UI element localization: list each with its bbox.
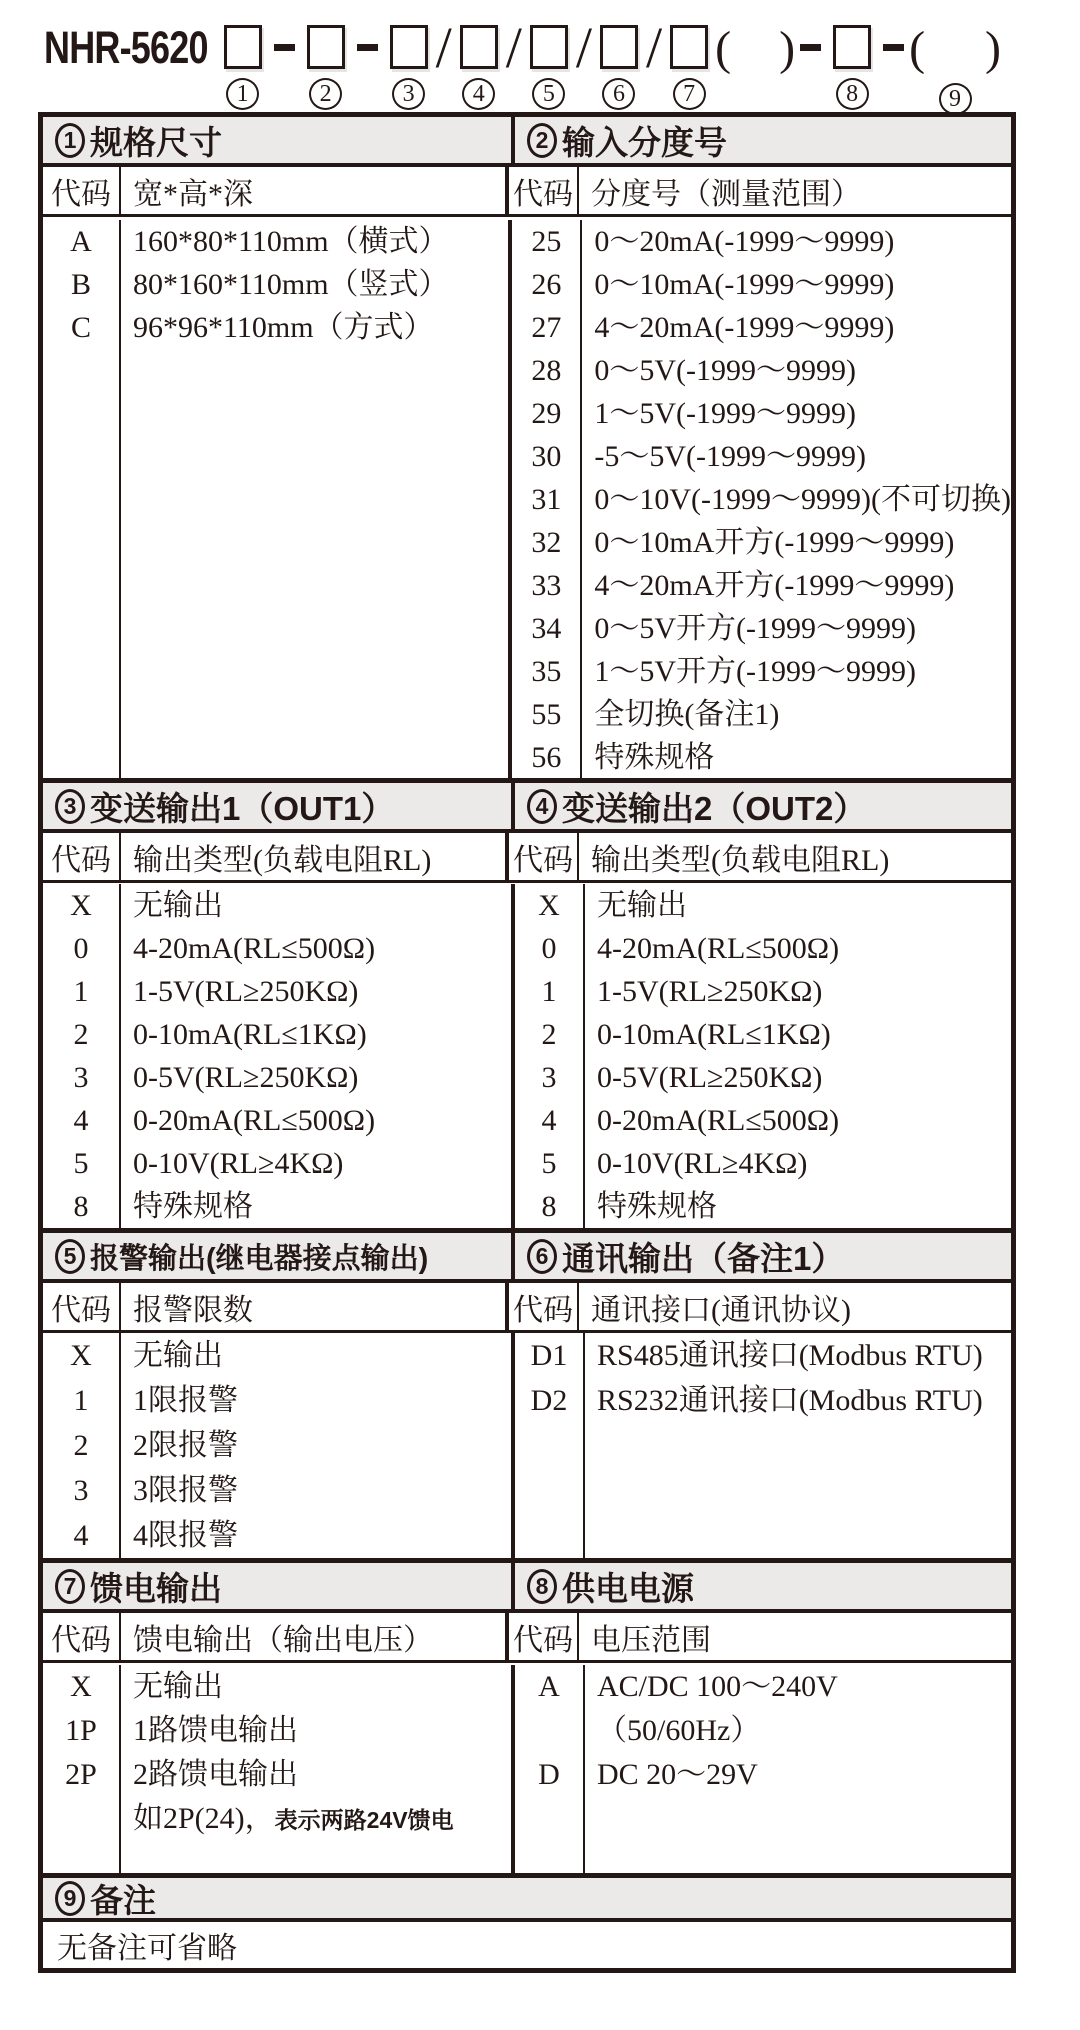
desc-column-header: 通讯接口(通讯协议) <box>591 1293 851 1327</box>
model-segment <box>300 24 352 112</box>
section-body <box>43 1333 1011 1558</box>
section-number-icon: 2 <box>527 123 557 158</box>
model-segment-glyph: NHR-5620 <box>44 22 208 73</box>
circled-number-slot <box>309 78 342 112</box>
section-number-icon: 1 <box>55 123 85 158</box>
model-segment-glyph: / <box>575 15 592 80</box>
row-code: 5 <box>541 1147 557 1180</box>
notes-text: 无备注可省略 <box>57 1932 237 1965</box>
row-desc: 特殊规格 <box>597 1190 717 1223</box>
circled-number: 6 <box>602 78 635 110</box>
row-code: 29 <box>531 397 562 430</box>
model-segment <box>593 24 645 112</box>
desc-column-header: 分度号（测量范围） <box>591 177 861 211</box>
row-desc: 0-10V(RL≥4KΩ) <box>133 1147 344 1180</box>
code-column-header: 代码 <box>43 167 121 214</box>
row-code <box>43 1797 119 1841</box>
circled-number-slot <box>602 78 635 112</box>
section-header-input-range <box>515 117 1011 163</box>
section-title: 通讯输出（备注1） <box>562 1239 845 1277</box>
row-desc: 特殊规格 <box>133 1190 253 1223</box>
row-code: 2 <box>541 1018 557 1051</box>
row-desc: 0～10mA开方(-1999～9999) <box>594 526 955 559</box>
row-code: 55 <box>531 698 562 731</box>
row-desc: 4-20mA(RL≤500Ω) <box>133 932 376 965</box>
row-code: A <box>70 225 92 258</box>
circled-number-slot <box>392 78 425 112</box>
row-code: 1 <box>73 1384 89 1417</box>
row-desc: 160*80*110mm（横式） <box>133 225 449 258</box>
section-title: 变送输出2（OUT2） <box>562 789 867 827</box>
circled-number-slot <box>836 78 869 112</box>
row-code: 34 <box>531 612 562 645</box>
row-code: 4 <box>541 1104 557 1137</box>
model-segment <box>826 24 878 112</box>
row-code: 33 <box>531 569 562 602</box>
row-code: 8 <box>541 1190 557 1223</box>
model-segment-glyph: / <box>645 15 663 80</box>
section-header-notes <box>43 1878 1011 1918</box>
row-code: 56 <box>531 741 562 774</box>
model-segment <box>523 24 575 112</box>
row-desc: 0～10mA(-1999～9999) <box>594 268 895 301</box>
code-column-header: 代码 <box>43 1283 121 1330</box>
row-desc: 0～5V(-1999～9999) <box>594 354 857 387</box>
circled-number: 8 <box>836 78 869 110</box>
code-column-header: 代码 <box>509 833 579 880</box>
model-segment <box>505 15 523 115</box>
model-segment <box>453 24 505 112</box>
model-segment-glyph <box>460 25 498 69</box>
section-dimensions-and-input <box>43 117 1011 778</box>
model-segment-glyph: / <box>505 15 522 80</box>
row-desc: 0-5V(RL≥250KΩ) <box>133 1061 359 1094</box>
model-segment <box>878 24 909 94</box>
desc-column-header: 报警限数 <box>121 1283 509 1330</box>
section-body <box>43 1663 1011 1873</box>
row-code: 30 <box>531 440 562 473</box>
section-number-icon: 6 <box>527 1239 557 1274</box>
model-number-line <box>0 0 1080 112</box>
row-code: 4 <box>73 1519 89 1552</box>
row-desc: RS232通讯接口(Modbus RTU) <box>597 1384 983 1417</box>
section-header-band <box>43 117 1011 167</box>
row-code: 0 <box>541 932 557 965</box>
section-number-icon: 5 <box>55 1239 85 1274</box>
row-code: 4 <box>73 1104 89 1137</box>
model-segment <box>645 15 663 115</box>
section-title: 馈电输出 <box>90 1569 222 1607</box>
row-desc: 1～5V(-1999～9999) <box>594 397 857 430</box>
row-code: 1 <box>73 975 89 1008</box>
row-desc: 1-5V(RL≥250KΩ) <box>133 975 359 1008</box>
column-header-row <box>43 167 1011 217</box>
model-segment-glyph <box>800 44 821 51</box>
row-desc: 80*160*110mm（竖式） <box>133 268 449 301</box>
row-desc: 0-10V(RL≥4KΩ) <box>597 1147 808 1180</box>
row-code: 3 <box>73 1061 89 1094</box>
row-code: D1 <box>530 1339 568 1372</box>
code-column-header: 代码 <box>43 1613 121 1660</box>
row-code: C <box>70 311 91 344</box>
row-code: 0 <box>73 932 89 965</box>
row-desc: RS485通讯接口(Modbus RTU) <box>597 1339 983 1372</box>
row-desc: 96*96*110mm（方式） <box>133 311 434 344</box>
row-desc: 4限报警 <box>133 1519 238 1552</box>
row-desc: （50/60Hz） <box>597 1714 761 1747</box>
model-segment <box>663 24 715 112</box>
section-number-icon: 4 <box>527 789 557 824</box>
section-header-out1 <box>43 783 515 829</box>
model-segment-glyph <box>833 25 871 69</box>
row-desc: 无输出 <box>133 889 223 922</box>
row-code: X <box>70 1339 92 1372</box>
row-code: 8 <box>73 1190 89 1223</box>
row-code: 2 <box>73 1429 89 1462</box>
row-code: X <box>70 889 92 922</box>
model-segment-glyph <box>390 25 428 69</box>
row-desc: 1-5V(RL≥250KΩ) <box>597 975 823 1008</box>
row-desc: 4-20mA(RL≤500Ω) <box>597 932 840 965</box>
code-column-header: 代码 <box>509 1613 579 1660</box>
row-desc: 无输出 <box>133 1670 223 1703</box>
section-body <box>43 883 1011 1228</box>
row-code: D <box>538 1758 560 1791</box>
column-header-row <box>43 833 1011 883</box>
row-desc: 0-20mA(RL≤500Ω) <box>597 1104 840 1137</box>
row-code: 2P <box>65 1758 97 1791</box>
desc-column-header: 宽*高*深 <box>121 167 509 214</box>
section-header-dimensions <box>43 117 515 163</box>
section-header-comm <box>515 1233 1011 1279</box>
row-code <box>515 1709 583 1753</box>
section-body <box>43 217 1011 778</box>
section-title: 备注 <box>90 1881 156 1919</box>
row-desc: 特殊规格 <box>594 741 715 774</box>
row-desc: 2限报警 <box>133 1429 238 1462</box>
row-code: 5 <box>73 1147 89 1180</box>
circled-number-slot <box>226 78 259 112</box>
section-excitation-and-power <box>43 1558 1011 1873</box>
row-code: B <box>70 268 91 301</box>
row-desc: 0-5V(RL≥250KΩ) <box>597 1061 823 1094</box>
section-title: 规格尺寸 <box>90 123 222 161</box>
model-segment <box>352 24 383 94</box>
desc-column-header: 电压范围 <box>591 1623 711 1657</box>
column-header-row <box>43 1283 1011 1333</box>
row-code: D2 <box>530 1384 568 1417</box>
model-segment <box>217 24 269 112</box>
circled-number-slot <box>673 78 706 112</box>
row-code: 1 <box>541 975 557 1008</box>
row-code: 28 <box>531 354 562 387</box>
row-desc: 0～5V开方(-1999～9999) <box>594 612 917 645</box>
row-desc: 0～20mA(-1999～9999) <box>594 225 895 258</box>
row-desc: -5～5V(-1999～9999) <box>594 440 867 473</box>
model-segment <box>435 15 453 115</box>
row-code: A <box>538 1670 560 1703</box>
section-header-alarm <box>43 1233 515 1279</box>
section-number-icon: 7 <box>55 1569 85 1604</box>
section-number-icon: 9 <box>55 1881 85 1916</box>
section-header-excitation <box>43 1563 515 1609</box>
model-segment-glyph <box>530 25 568 69</box>
section-alarm-and-comm <box>43 1228 1011 1558</box>
code-column-header: 代码 <box>43 833 121 880</box>
row-code: 35 <box>531 655 562 688</box>
section-header-band <box>43 783 1011 833</box>
section-header-out2 <box>515 783 1011 829</box>
desc-column-header: 输出类型(负载电阻RL) <box>591 843 890 877</box>
circled-number: 3 <box>392 78 425 110</box>
model-segment <box>383 24 435 112</box>
circled-number: 2 <box>309 78 342 110</box>
circled-number: 9 <box>939 83 972 115</box>
circled-number: 4 <box>462 78 495 110</box>
desc-column-header: 输出类型(负载电阻RL) <box>121 833 509 880</box>
model-segment <box>795 24 826 94</box>
model-segment <box>715 24 795 117</box>
row-desc: 1限报警 <box>133 1384 238 1417</box>
row-code: 3 <box>73 1474 89 1507</box>
model-segment-glyph: ( ) <box>909 22 1002 75</box>
section-title: 变送输出1（OUT1） <box>90 789 395 827</box>
row-desc: 1路馈电输出 <box>133 1714 298 1747</box>
section-number-icon: 3 <box>55 789 85 824</box>
code-column-header: 代码 <box>509 1283 579 1330</box>
row-desc: 无输出 <box>133 1339 223 1372</box>
circled-number: 7 <box>673 78 706 110</box>
model-segment-glyph: ( ) <box>715 22 796 75</box>
row-desc: 2路馈电输出 <box>133 1758 298 1791</box>
row-desc: 无输出 <box>597 889 687 922</box>
circled-number: 1 <box>226 78 259 110</box>
row-desc: 0-20mA(RL≤500Ω) <box>133 1104 376 1137</box>
row-desc: 0-10mA(RL≤1KΩ) <box>597 1018 831 1051</box>
section-header-power <box>515 1563 1011 1609</box>
row-desc: 全切换(备注1) <box>594 698 780 731</box>
row-code: 31 <box>531 483 562 516</box>
row-desc: 如2P(24)，表示两路24V馈电 <box>133 1802 454 1835</box>
row-desc: 1～5V开方(-1999～9999) <box>594 655 917 688</box>
model-segment-glyph <box>883 44 904 51</box>
row-desc: AC/DC 100～240V <box>597 1670 838 1703</box>
model-segment-glyph <box>670 25 708 69</box>
row-desc: DC 20～29V <box>597 1758 758 1791</box>
column-header-row <box>43 1613 1011 1663</box>
circled-number: 5 <box>532 78 565 110</box>
model-segment <box>269 24 300 94</box>
model-segment-glyph <box>274 44 295 51</box>
notes-body <box>43 1922 1011 1968</box>
model-segment <box>909 24 1001 117</box>
circled-number-slot <box>532 78 565 112</box>
section-transmit-outputs <box>43 778 1011 1228</box>
row-desc: 4～20mA(-1999～9999) <box>594 311 895 344</box>
row-code: 1P <box>65 1714 97 1747</box>
model-segment-glyph <box>357 44 378 51</box>
row-code: 27 <box>531 311 562 344</box>
row-desc: 3限报警 <box>133 1474 238 1507</box>
section-title: 输入分度号 <box>562 123 727 161</box>
row-code: 3 <box>541 1061 557 1094</box>
row-code: 32 <box>531 526 562 559</box>
row-code: X <box>70 1670 92 1703</box>
row-desc: 0-10mA(RL≤1KΩ) <box>133 1018 367 1051</box>
section-title: 报警输出(继电器接点输出) <box>90 1242 429 1275</box>
model-segment-glyph <box>224 25 262 69</box>
section-notes <box>43 1873 1011 1968</box>
code-column-header: 代码 <box>509 167 579 214</box>
row-code: 25 <box>531 225 562 258</box>
row-desc: 0～10V(-1999～9999)(不可切换) <box>594 483 1011 516</box>
section-title: 供电电源 <box>562 1569 694 1607</box>
model-segment-glyph <box>600 25 638 69</box>
section-number-icon: 8 <box>527 1569 557 1604</box>
section-header-band <box>43 1233 1011 1283</box>
row-code: X <box>538 889 560 922</box>
row-code: 26 <box>531 268 562 301</box>
row-desc: 4～20mA开方(-1999～9999) <box>594 569 955 602</box>
model-segment <box>44 24 217 115</box>
desc-column-header: 馈电输出（输出电压） <box>121 1613 509 1660</box>
model-segment-glyph <box>307 25 345 69</box>
circled-number-slot <box>462 78 495 112</box>
section-header-band <box>43 1878 1011 1922</box>
model-segment <box>575 15 593 115</box>
model-segment-glyph: / <box>435 15 452 80</box>
row-code: 2 <box>73 1018 89 1051</box>
circled-number-slot <box>939 83 972 117</box>
section-header-band <box>43 1563 1011 1613</box>
ordering-selection-table <box>38 112 1016 1973</box>
